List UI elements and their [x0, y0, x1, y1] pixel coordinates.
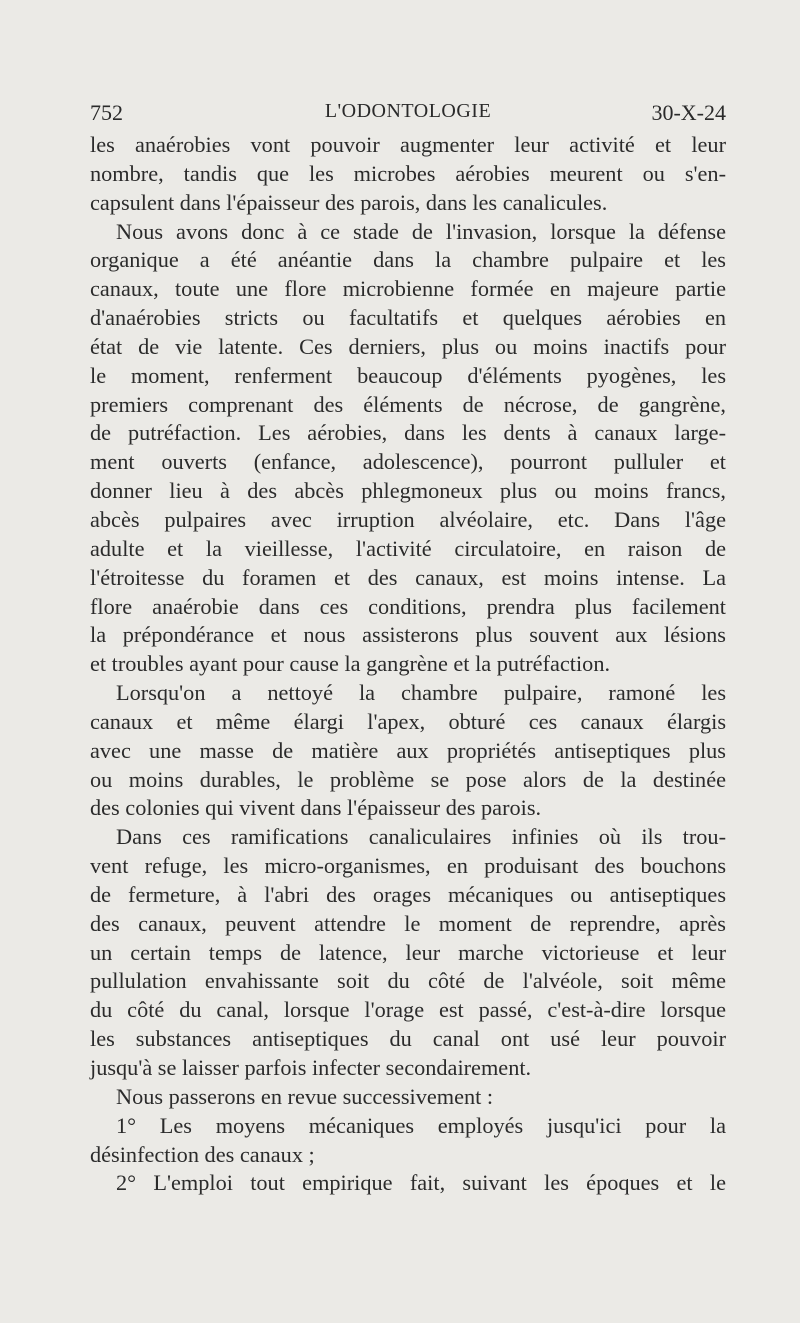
text-line: 1° Les moyens mécaniques employés jusqu'ici pour la	[116, 1112, 726, 1138]
text-line: avec une masse de matière aux propriétés antiseptiques plus	[90, 737, 726, 763]
text-line: pullulation envahissante soit du côté de l'alvéole, soit même	[90, 968, 726, 994]
text-line: Dans ces ramifications canaliculaires infinies où ils trou-	[116, 824, 726, 850]
text-line: canaux, toute une flore microbienne formée en majeure partie	[90, 276, 726, 302]
text-line: des canaux, peuvent attendre le moment de reprendre, après	[90, 910, 726, 936]
text-line: adulte et la vieillesse, l'activité circulatoire, en raison de	[90, 535, 726, 561]
text-line: 2° L'emploi tout empirique fait, suivant les époques et le	[116, 1170, 726, 1196]
text-line: de fermeture, à l'abri des orages mécaniques ou antiseptiques	[90, 881, 726, 907]
text-line: nombre, tandis que les microbes aérobies meurent ou s'en-	[90, 160, 726, 186]
text-line: état de vie latente. Ces derniers, plus ou moins inactifs pour	[90, 333, 726, 359]
text-line: les anaérobies vont pouvoir augmenter leur activité et leur	[90, 132, 726, 157]
issue-date: 30-X-24	[651, 100, 726, 125]
body-text	[90, 131, 726, 1198]
text-line: du côté du canal, lorsque l'orage est passé, c'est-à-dire lorsque	[90, 997, 726, 1023]
text-line: flore anaérobie dans ces conditions, prendra plus facilement	[90, 593, 726, 619]
text-line: donner lieu à des abcès phlegmoneux plus ou moins francs,	[90, 478, 726, 504]
text-line: de putréfaction. Les aérobies, dans les dents à canaux large-	[90, 420, 726, 446]
text-line: et troubles ayant pour cause la gangrène et la putréfaction.	[90, 651, 611, 677]
text-line: premiers comprenant des éléments de nécrose, de gangrène,	[90, 391, 726, 417]
text-line: ment ouverts (enfance, adolescence), pourront pulluler et	[90, 449, 726, 475]
text-line: désinfection des canaux ;	[90, 1141, 315, 1167]
text-line: capsulent dans l'épaisseur des parois, dans les canalicules.	[90, 189, 608, 215]
text-line: canaux et même élargi l'apex, obturé ces canaux élargis	[90, 708, 726, 734]
text-line: Nous passerons en revue successivement :	[116, 1083, 494, 1109]
text-line: ou moins durables, le problème se pose alors de la destinée	[90, 766, 726, 792]
text-line: Lorsqu'on a nettoyé la chambre pulpaire, ramoné les	[116, 680, 726, 706]
text-line: des colonies qui vivent dans l'épaisseur des parois.	[90, 795, 542, 821]
text-line: la prépondérance et nous assisterons plus souvent aux lésions	[90, 622, 726, 648]
running-head	[90, 100, 726, 130]
text-line: le moment, renferment beaucoup d'éléments pyogènes, les	[90, 362, 726, 388]
text-line: les substances antiseptiques du canal ont usé leur pouvoir	[90, 1026, 726, 1052]
text-line: d'anaérobies stricts ou facultatifs et quelques aérobies en	[90, 305, 726, 331]
page-number: 752	[90, 100, 123, 125]
text-line: abcès pulpaires avec irruption alvéolaire, etc. Dans l'âge	[90, 506, 726, 532]
text-line: l'étroitesse du foramen et des canaux, est moins intense. La	[90, 564, 726, 590]
text-line: un certain temps de latence, leur marche victorieuse et leur	[90, 939, 726, 965]
text-line: vent refuge, les micro-organismes, en produisant des bouchons	[90, 853, 726, 879]
text-line: organique a été anéantie dans la chambre pulpaire et les	[90, 247, 726, 273]
journal-title: L'ODONTOLOGIE	[324, 100, 492, 122]
text-line: jusqu'à se laisser parfois infecter secondairement.	[90, 1055, 532, 1080]
text-line: Nous avons donc à ce stade de l'invasion, lorsque la défense	[116, 218, 726, 244]
